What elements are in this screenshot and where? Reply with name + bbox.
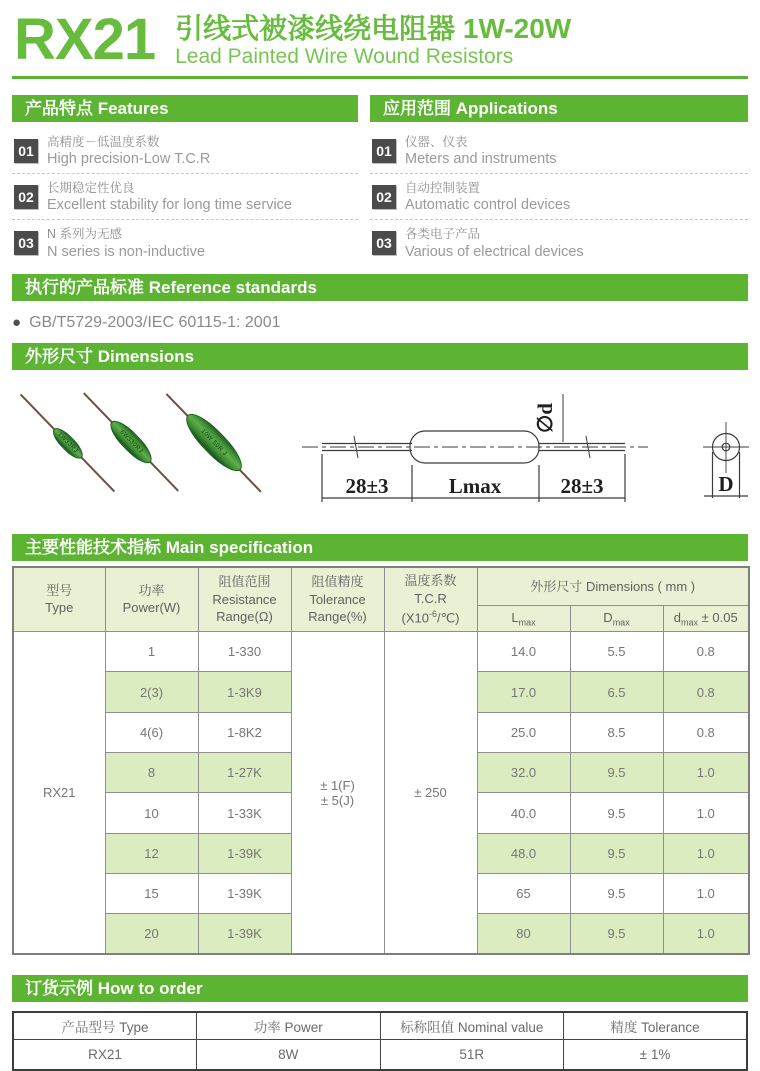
order-header-tolerance: 精度 Tolerance xyxy=(564,1012,748,1039)
dmax-cell: 5.5 xyxy=(570,632,663,672)
power-cell: 20 xyxy=(105,914,198,954)
features-list xyxy=(12,122,358,266)
dmax-cell: 9.5 xyxy=(570,793,663,833)
order-value-type: RX21 xyxy=(13,1039,197,1070)
list-item xyxy=(12,223,358,265)
lmax-cell: 32.0 xyxy=(477,753,570,793)
dim-label-lead-right: 28±3 xyxy=(560,473,604,498)
tcr-value-cell: ± 250 xyxy=(384,632,477,954)
col-header-power: 功率 Power(W) xyxy=(105,567,198,632)
ddmax-cell: 1.0 xyxy=(663,753,749,793)
ddmax-cell: 0.8 xyxy=(663,712,749,752)
order-value-nominal: 51R xyxy=(380,1039,564,1070)
dimensions-visual xyxy=(0,372,760,528)
dimensions-title: 外形尺寸 Dimensions xyxy=(12,343,748,370)
range-cell: 1-39K xyxy=(198,873,291,913)
ddmax-cell: 1.0 xyxy=(663,833,749,873)
range-cell: 1-8K2 xyxy=(198,712,291,752)
lmax-cell: 14.0 xyxy=(477,632,570,672)
range-cell: 1-330 xyxy=(198,632,291,672)
dim-label-end-diameter: D xyxy=(718,471,734,496)
resistor-marking: 10W 50R J xyxy=(199,427,229,457)
how-to-order-table xyxy=(12,1011,748,1071)
col-header-type: 型号 Type xyxy=(13,567,105,632)
col-header-dimensions-group: 外形尺寸 Dimensions ( mm ) xyxy=(477,567,749,606)
list-item xyxy=(12,131,358,174)
power-cell: 1 xyxy=(105,632,198,672)
col-header-resistance-range: 阻值范围 Resistance Range(Ω) xyxy=(198,567,291,632)
lmax-cell: 17.0 xyxy=(477,672,570,712)
dmax-cell: 9.5 xyxy=(570,873,663,913)
dmax-cell: 8.5 xyxy=(570,712,663,752)
application-text-en: Various of electrical devices xyxy=(405,243,584,260)
range-cell: 1-27K xyxy=(198,753,291,793)
dim-label-lead-diameter: ∅d xyxy=(533,402,557,433)
resistor-body xyxy=(179,407,248,478)
number-badge: 02 xyxy=(372,185,396,209)
order-value-power: 8W xyxy=(197,1039,381,1070)
feature-text-zh: N 系列为无感 xyxy=(47,227,123,242)
standards-text: GB/T5729-2003/IEC 60115-1: 2001 xyxy=(29,313,281,331)
ddmax-cell: 0.8 xyxy=(663,672,749,712)
number-badge: 01 xyxy=(372,139,396,163)
number-badge: 01 xyxy=(14,139,38,163)
dmax-cell: 6.5 xyxy=(570,672,663,712)
ddmax-cell: 1.0 xyxy=(663,914,749,954)
page-title-zh: 引线式被漆线绕电阻器 1W-20W xyxy=(175,13,572,44)
power-cell: 15 xyxy=(105,873,198,913)
feature-text-en: High precision-Low T.C.R xyxy=(47,150,211,167)
standards-title: 执行的产品标准 Reference standards xyxy=(12,274,748,301)
list-item xyxy=(12,177,358,220)
col-header-dmax: $D_{max}$ xyxy=(570,606,663,632)
lmax-cell: 80 xyxy=(477,914,570,954)
applications-list xyxy=(370,122,748,266)
number-badge: 03 xyxy=(14,231,38,255)
range-cell: 1-39K xyxy=(198,914,291,954)
main-spec-title: 主要性能技术指标 Main specification xyxy=(12,534,748,561)
number-badge: 02 xyxy=(14,185,38,209)
col-header-tcr: 温度系数 T.C.R $(X10^{-6}/℃)$ xyxy=(384,567,477,632)
features-section xyxy=(12,95,358,266)
list-item xyxy=(370,177,748,220)
table-row xyxy=(13,632,749,672)
dmax-cell: 9.5 xyxy=(570,833,663,873)
features-applications-row xyxy=(12,95,748,266)
list-item xyxy=(370,131,748,174)
type-value-cell: RX21 xyxy=(13,632,105,954)
order-value-tolerance: ± 1% xyxy=(564,1039,748,1070)
lmax-cell: 25.0 xyxy=(477,712,570,752)
power-cell: 8 xyxy=(105,753,198,793)
standards-item xyxy=(12,314,748,332)
main-spec-table xyxy=(12,566,750,955)
order-header-type: 产品型号 Type xyxy=(13,1012,197,1039)
feature-text-en: N series is non-inductive xyxy=(47,243,205,260)
number-badge: 03 xyxy=(372,231,396,255)
range-cell: 1-3K9 xyxy=(198,672,291,712)
how-to-order-title: 订货示例 How to order xyxy=(12,975,748,1002)
feature-text-en: Excellent stability for long time service xyxy=(47,197,292,214)
order-header-row xyxy=(13,1012,747,1039)
resistor-marking: 6W330RJ xyxy=(118,428,144,455)
features-title: 产品特点 Features xyxy=(12,95,358,122)
model-name: RX21 xyxy=(14,7,156,72)
dim-label-lead-left: 28±3 xyxy=(345,473,389,498)
feature-text-zh: 长期稳定性优良 xyxy=(47,180,135,195)
ddmax-cell: 0.8 xyxy=(663,632,749,672)
applications-section xyxy=(370,95,748,266)
resistor-body xyxy=(49,423,87,461)
tolerance-value-cell: ± 1(F) ± 5(J) xyxy=(291,632,384,954)
resistor-marking: 1W33RJ xyxy=(56,431,79,455)
col-header-lmax: $L_{max}$ xyxy=(477,606,570,632)
col-header-ddmax: $d_{max} \pm 0.05$ xyxy=(663,606,749,632)
list-item xyxy=(370,223,748,265)
lmax-cell: 40.0 xyxy=(477,793,570,833)
ddmax-cell: 1.0 xyxy=(663,793,749,833)
bullet-icon: ● xyxy=(12,314,22,332)
order-value-row xyxy=(13,1039,747,1070)
order-header-power: 功率 Power xyxy=(197,1012,381,1039)
application-text-zh: 自动控制装置 xyxy=(405,180,481,195)
lmax-cell: 65 xyxy=(477,873,570,913)
power-cell: 4(6) xyxy=(105,712,198,752)
application-text-zh: 仪器、仪表 xyxy=(405,134,468,149)
order-header-nominal: 标称阻值 Nominal value xyxy=(380,1012,564,1039)
resistor-body xyxy=(105,415,157,468)
col-header-tolerance-range: 阻值精度 Tolerance Range(%) xyxy=(291,567,384,632)
application-text-en: Automatic control devices xyxy=(405,197,571,214)
power-cell: 12 xyxy=(105,833,198,873)
feature-text-zh: 高精度－低温度系数 xyxy=(47,134,160,149)
title-block xyxy=(175,12,571,70)
lmax-cell: 48.0 xyxy=(477,833,570,873)
dmax-cell: 9.5 xyxy=(570,753,663,793)
page-header xyxy=(0,0,760,70)
header-divider xyxy=(12,76,748,79)
applications-title: 应用范围 Applications xyxy=(370,95,748,122)
application-text-en: Meters and instruments xyxy=(405,150,557,167)
application-text-zh: 各类电子产品 xyxy=(405,227,481,242)
dmax-cell: 9.5 xyxy=(570,914,663,954)
ddmax-cell: 1.0 xyxy=(663,873,749,913)
dim-label-body-length: Lmax xyxy=(448,473,502,498)
power-cell: 10 xyxy=(105,793,198,833)
page-title-en: Lead Painted Wire Wound Resistors xyxy=(175,45,514,69)
dimension-drawing xyxy=(300,372,760,524)
range-cell: 1-33K xyxy=(198,793,291,833)
range-cell: 1-39K xyxy=(198,833,291,873)
power-cell: 2(3) xyxy=(105,672,198,712)
